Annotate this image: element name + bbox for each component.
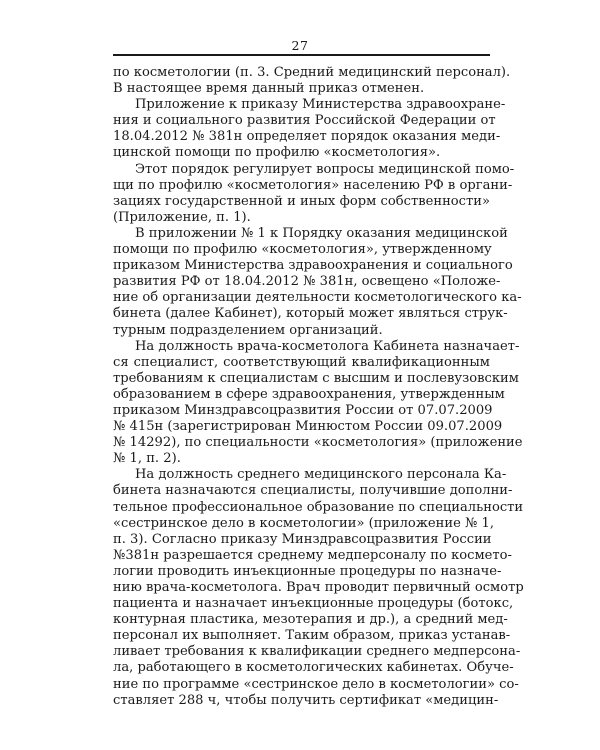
text-line: ние по программе «сестринское дело в косметологии» со-	[113, 676, 519, 692]
text-line: цинской помощи по профилю «косметология».	[113, 145, 441, 161]
text-line: № 14292), по специальности «косметология» (приложение	[113, 435, 523, 451]
text-line: №381н разрешается среднему медперсоналу по космето-	[113, 547, 512, 563]
text-line: пациента и назначает инъекционные процедуры (ботокс,	[113, 596, 514, 612]
text-line: логии проводить инъекционные процедуры по назначе-	[113, 563, 502, 579]
text-line: На должность врача-косметолога Кабинета назначает-	[135, 338, 520, 354]
text-line: требованиям к специалистам с высшим и послевузовским	[113, 370, 519, 386]
text-line: ливает требования к квалификации среднего медперсона-	[113, 644, 521, 660]
text-line: В приложении № 1 к Порядку оказания медицинской	[135, 225, 508, 241]
text-line: В настоящее время данный приказ отменен.	[113, 81, 425, 97]
text-line: ние об организации деятельности косметологического ка-	[113, 290, 522, 306]
body-text	[113, 65, 524, 709]
text-line: бинета (далее Кабинет), который может являться струк-	[113, 306, 508, 322]
text-line: ся специалист, соответствующий квалификационным	[113, 354, 490, 370]
text-line: тельное профессиональное образование по специальности	[113, 499, 524, 515]
text-line: приказом Минздравсоцразвития России от 07.07.2009	[113, 402, 493, 418]
text-line: Приложение к приказу Министерства здравоохране-	[135, 97, 506, 113]
text-line: ния и социального развития Российской Федерации от	[113, 113, 496, 129]
text-line: образованием в сфере здравоохранения, утвержденным	[113, 386, 505, 402]
text-line: ла, работающего в косметологических кабинетах. Обуче-	[113, 660, 514, 676]
text-line: персонал их выполняет. Таким образом, приказ устанав-	[113, 628, 511, 644]
text-line: Этот порядок регулирует вопросы медицинской помо-	[135, 161, 515, 177]
text-line: № 1, п. 2).	[113, 451, 181, 467]
text-line: контурная пластика, мезотерапия и др.), а средний мед-	[113, 612, 508, 628]
text-line: помощи по профилю «косметология», утвержденному	[113, 242, 492, 258]
text-line: № 415н (зарегистрирован Минюстом России 09.07.2009	[113, 419, 503, 435]
text-line: щи по профилю «косметология» населению РФ в органи-	[113, 177, 513, 193]
text-line: бинета назначаются специалисты, получившие дополни-	[113, 483, 513, 499]
text-line: 18.04.2012 № 381н определяет порядок оказания меди-	[113, 129, 501, 145]
text-line: турным подразделением организаций.	[113, 322, 383, 338]
text-line: «сестринское дело в косметологии» (приложение № 1,	[113, 515, 495, 531]
text-line: п. 3). Согласно приказу Минздравсоцразвития России	[113, 531, 492, 547]
header-rule	[113, 54, 490, 56]
text-line: нию врача-косметолога. Врач проводит первичный осмотр	[113, 580, 524, 595]
page-number: 27	[291, 38, 309, 53]
text-line: (Приложение, п. 1).	[113, 209, 251, 225]
text-line: развития РФ от 18.04.2012 № 381н, освещено «Положе-	[113, 274, 501, 290]
text-line: зациях государственной и иных форм собственности»	[113, 193, 490, 209]
text-line: На должность среднего медицинского персонала Ка-	[135, 467, 507, 483]
text-line: по косметологии (п. 3. Средний медицинский персонал).	[113, 65, 511, 80]
text-line: ставляет 288 ч, чтобы получить сертификат «медицин-	[113, 692, 499, 708]
text-line: приказом Министерства здравоохранения и социального	[113, 258, 513, 274]
